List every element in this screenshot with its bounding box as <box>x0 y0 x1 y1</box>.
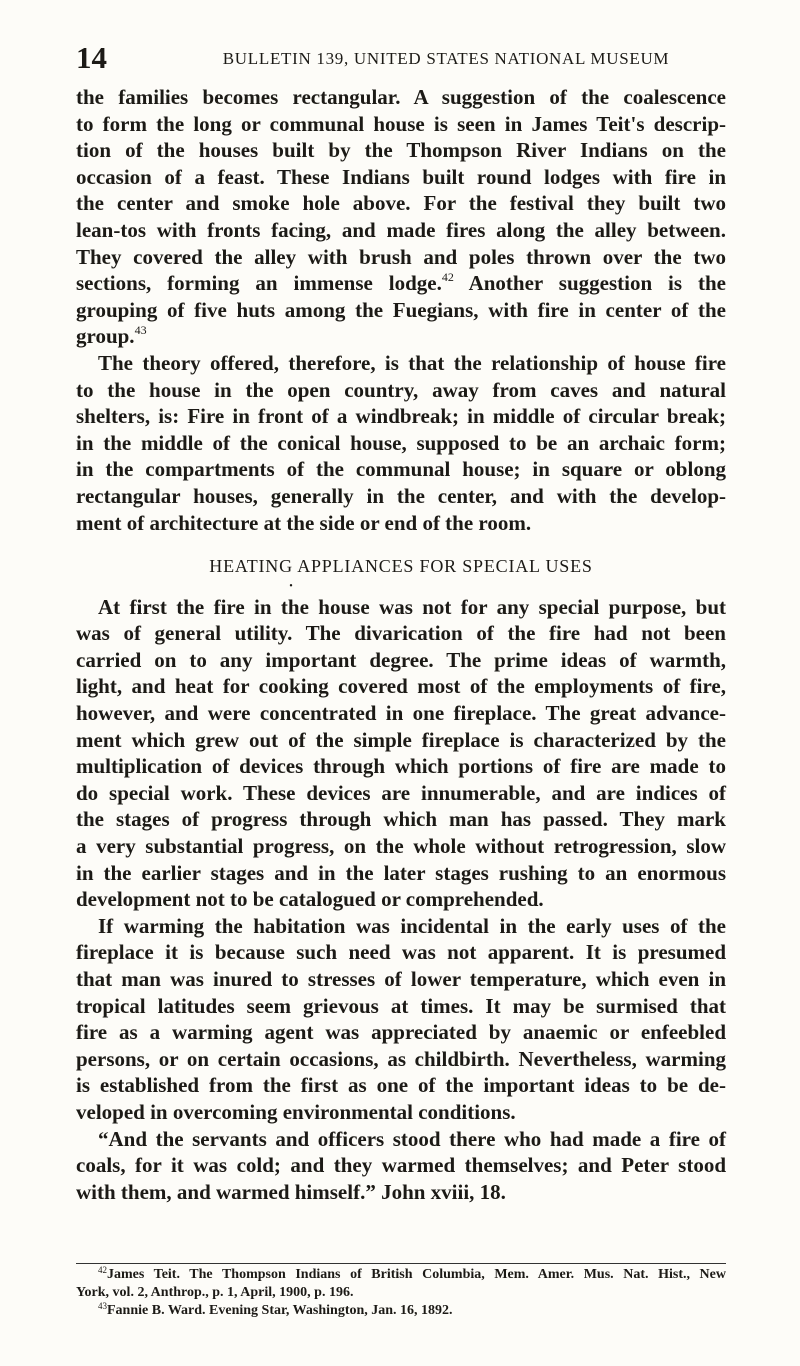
text-line: development not to be catalogued or comprehended. <box>76 887 544 912</box>
text-line <box>76 323 726 350</box>
text-line: in the compartments of the communal house; in square or oblong <box>76 457 726 482</box>
text-line: They covered the alley with brush and poles thrown over the two <box>76 244 726 269</box>
text-line: was of general utility. The divarication of the fire had not been <box>76 621 726 646</box>
text-line: occasion of a feast. These Indians built round lodges with fire in <box>76 164 726 189</box>
text-line: At first the fire in the house was not for any special purpose, but <box>98 594 726 619</box>
text-line: The theory offered, therefore, is that the relationship of house fire <box>98 350 726 375</box>
text-segment: sections, forming an immense lodge. <box>76 271 442 296</box>
text-segment: Another suggestion is the <box>453 271 726 296</box>
footnote-mark: 42 <box>98 1265 107 1275</box>
paragraph-3 <box>76 594 726 913</box>
paragraph-5-quotation <box>76 1126 726 1206</box>
footnote-text: Fannie B. Ward. Evening Star, Washington, Jan. 16, 1892. <box>107 1303 453 1318</box>
text-line: to form the long or communal house is seen in James Teit's descrip- <box>76 111 726 136</box>
text-line: multiplication of devices through which portions of fire are made to <box>76 754 726 779</box>
footnote-43 <box>76 1302 726 1320</box>
text-line: tion of the houses built by the Thompson River Indians on the <box>76 138 726 163</box>
text-line: carried on to any important degree. The prime ideas of warmth, <box>76 647 726 672</box>
text-line: do special work. These devices are innumerable, and are indices of <box>76 780 726 805</box>
text-line: is established from the first as one of the important ideas to be de- <box>76 1073 726 1098</box>
text-line: the center and smoke hole above. For the festival they built two <box>76 191 726 216</box>
text-segment: group. <box>76 324 135 349</box>
text-line: to the house in the open country, away from caves and natural <box>76 377 726 402</box>
text-line: rectangular houses, generally in the center, and with the develop- <box>76 483 726 508</box>
text-line: the stages of progress through which man has passed. They mark <box>76 807 726 832</box>
text-line: tropical latitudes seem grievous at times. It may be surmised that <box>76 993 726 1018</box>
text-line: “And the servants and officers stood there who had made a fire of <box>98 1126 726 1151</box>
text-line: with them, and warmed himself.” John xviii, 18. <box>76 1179 506 1204</box>
section-heading: HEATING APPLIANCES FOR SPECIAL USES <box>209 556 593 577</box>
page-header <box>76 40 724 80</box>
text-line: If warming the habitation was incidental in the early uses of the <box>98 913 726 938</box>
text-line: grouping of five huts among the Fuegians, with fire in center of the <box>76 297 726 322</box>
footnote-ref-42[interactable]: 42 <box>441 270 454 285</box>
ornament: • <box>289 580 293 592</box>
footnote-divider <box>76 1263 726 1264</box>
footnote-ref-43[interactable]: 43 <box>134 323 147 338</box>
text-line: coals, for it was cold; and they warmed themselves; and Peter stood <box>76 1153 726 1178</box>
text-line: shelters, is: Fire in front of a windbreak; in middle of circular break; <box>76 404 726 429</box>
text-line: veloped in overcoming environmental conditions. <box>76 1099 516 1124</box>
text-line: ment which grew out of the simple fireplace is characterized by the <box>76 727 726 752</box>
text-line: a very substantial progress, on the whole without retrogression, slow <box>76 834 726 859</box>
text-line: light, and heat for cooking covered most of the employments of fire, <box>76 674 726 699</box>
footnote-text: James Teit. The Thompson Indians of British Columbia, Mem. Amer. Mus. Nat. Hist., New <box>107 1267 726 1282</box>
footnote-mark: 43 <box>98 1301 107 1311</box>
paragraph-2 <box>76 350 726 536</box>
text-line: fireplace it is because such need was not apparent. It is presumed <box>76 940 726 965</box>
text-line: lean-tos with fronts facing, and made fires along the alley between. <box>76 217 726 242</box>
page-number: 14 <box>76 40 107 75</box>
text-line: that man was inured to stresses of lower temperature, which even in <box>76 967 726 991</box>
footnote-42 <box>76 1266 726 1284</box>
running-head: BULLETIN 139, UNITED STATES NATIONAL MUSEUM <box>222 49 670 68</box>
body-text <box>76 84 726 1205</box>
paragraph-1 <box>76 84 726 350</box>
spacer <box>76 536 726 553</box>
text-line: the families becomes rectangular. A suggestion of the coalescence <box>76 85 726 109</box>
text-line: fire as a warming agent was appreciated by anaemic or enfeebled <box>76 1020 726 1045</box>
text-line: ment of architecture at the side or end of the room. <box>76 510 532 535</box>
text-line <box>76 270 726 297</box>
paragraph-4 <box>76 913 726 1126</box>
text-line: in the earlier stages and in the later stages rushing to an enormous <box>76 860 726 885</box>
footnote-42-continued: York, vol. 2, Anthrop., p. 1, April, 1900, p. 196. <box>76 1285 354 1300</box>
text-line: persons, or on certain occasions, as childbirth. Nevertheless, warming <box>76 1046 726 1071</box>
text-line: however, and were concentrated in one fireplace. The great advance- <box>76 701 726 726</box>
text-line: in the middle of the conical house, supposed to be an archaic form; <box>76 430 726 455</box>
footnotes <box>76 1266 726 1320</box>
